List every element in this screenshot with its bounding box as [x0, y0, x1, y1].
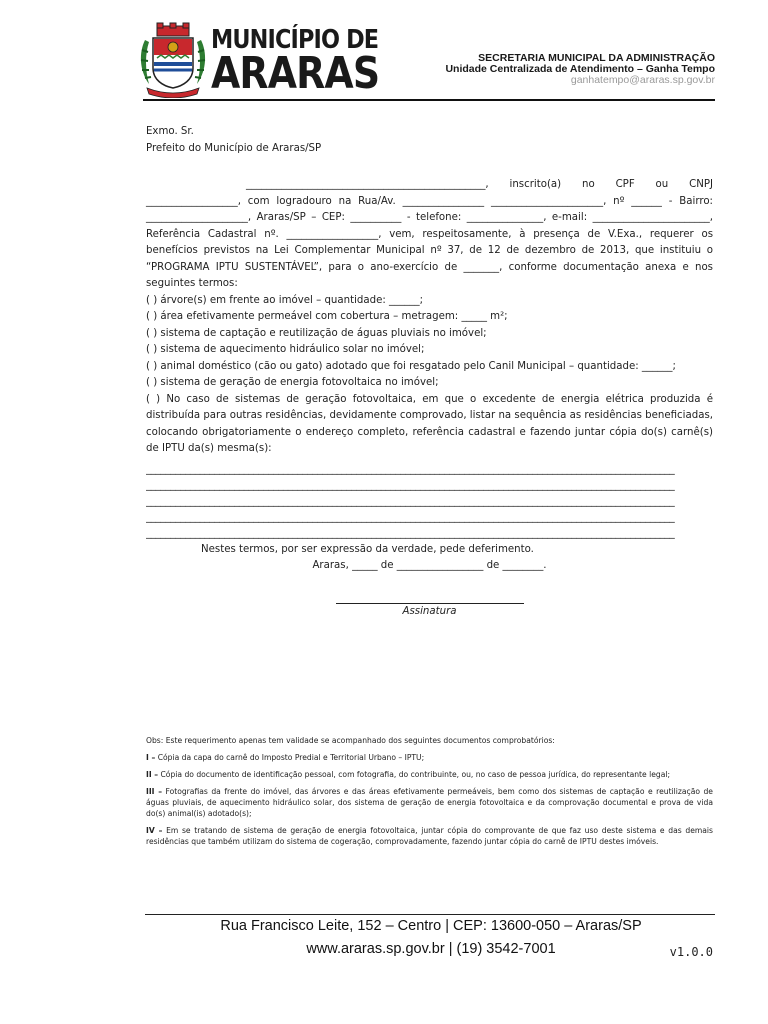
- blank-line: ____________________________________________________________________________________________________________: [146, 463, 675, 475]
- obs-item-text: Cópia da capa do carnê do Imposto Predial e Territorial Urbano – IPTU;: [155, 753, 425, 762]
- footer-contact[interactable]: www.araras.sp.gov.br | (19) 3542-7001: [306, 941, 556, 957]
- closing-statement: Nestes termos, por ser expressão da verdade, pede deferimento.: [201, 543, 534, 555]
- blank-lines: [146, 462, 713, 542]
- blank-line: ____________________________________________________________________________________________________________: [146, 479, 675, 491]
- department-name: SECRETARIA MUNICIPAL DA ADMINISTRAÇÃO: [478, 52, 715, 64]
- obs-item: [146, 825, 713, 847]
- obs-item-text: Em se tratando de sistema de geração de energia fotovoltaica, juntar cópia do comprovante de que faz uso deste sistema e das demais residências que também utilizam do sistema de cogeração, comprovadamente, fazendo juntar cópia do carnê de IPTU destes imóveis.: [146, 826, 714, 846]
- obs-intro: Obs: Este requerimento apenas tem validade se acompanhado dos seguintes documentos comprobatórios:: [146, 736, 555, 745]
- obs-item-number: IV –: [146, 826, 163, 835]
- option-item-photovoltaic-sharing: ( ) No caso de sistemas de geração fotovoltaica, em que o excedente de energia elétrica produzida é distribuída para outras residências, devidamente comprovado, listar na sequência as residências beneficiadas, colocando obrigatoriamente o endereço completo, referência cadastral e fazendo juntar cópia do(s) carnê(s) de IPTU da(s) mesma(s):: [146, 393, 713, 454]
- signature-label: Assinatura: [402, 605, 457, 617]
- obs-item: [146, 752, 713, 763]
- footer-divider: [145, 914, 715, 915]
- option-item: ( ) animal doméstico (cão ou gato) adotado que foi resgatado pelo Canil Municipal – quantidade: ______;: [146, 360, 676, 372]
- brand-name-line1: MUNICÍPIO DE: [211, 25, 379, 55]
- obs-item: [146, 769, 713, 780]
- header-email[interactable]: ganhatempo@araras.sp.gov.br: [570, 74, 715, 86]
- intro-paragraph: _______________________________________________, inscrito(a) no CPF ou CNPJ __________________, com logradouro na Rua/Av. ________________ ______________________, nº ______ - Bairro: ____________________, Araras/SP – CEP: __________ - telefone: _______________, e-mail: _______________________, Referência Cadastral nº. __________________, vem, respeitosamente, à presença de V.Exa., requerer os benefícios previstos na Lei Complementar Municipal nº 37, de 12 de dezembro de 2013, que instituiu o “PROGRAMA IPTU SUSTENTÁVEL”, para o ano-exercício de _______, conforme documentação anexa e nos seguintes termos:: [146, 179, 713, 289]
- version-label: v1.0.0: [669, 945, 713, 959]
- observations: [146, 735, 713, 853]
- option-item: ( ) sistema de captação e reutilização de águas pluviais no imóvel;: [146, 327, 487, 339]
- obs-item: [146, 786, 713, 819]
- coat-of-arms-icon: [137, 22, 209, 98]
- signature-line: [336, 603, 524, 621]
- obs-item-number: II –: [146, 770, 159, 779]
- recipient: Prefeito do Município de Araras/SP: [146, 142, 322, 154]
- obs-item-text: Fotografias da frente do imóvel, das árvores e das áreas efetivamente permeáveis, bem como dos sistemas de captação e reutilização de águas pluviais, de aquecimento hidráulico solar, dos sistema de geração de energia fotovoltaica e da comprovação documental e prova de vida do(s) animal(is) adotado(s);: [146, 787, 713, 818]
- footer-address: Rua Francisco Leite, 152 – Centro | CEP: 13600-050 – Araras/SP: [220, 918, 642, 934]
- obs-item-text: Cópia do documento de identificação pessoal, com fotografia, do contribuinte, ou, no caso de pessoa jurídica, do representante legal;: [158, 770, 671, 779]
- blank-line: ____________________________________________________________________________________________________________: [146, 527, 675, 539]
- blank-line: ____________________________________________________________________________________________________________: [146, 511, 675, 523]
- obs-item-number: III –: [146, 787, 162, 796]
- option-item: ( ) sistema de geração de energia fotovoltaica no imóvel;: [146, 377, 439, 388]
- option-item: ( ) área efetivamente permeável com cobertura – metragem: _____ m²;: [146, 311, 508, 322]
- salutation: Exmo. Sr.: [146, 126, 194, 137]
- option-item: ( ) árvore(s) em frente ao imóvel – quantidade: ______;: [146, 294, 424, 306]
- header-divider: [143, 99, 715, 101]
- letter-body: [146, 124, 713, 620]
- blank-line: ____________________________________________________________________________________________________________: [146, 495, 675, 507]
- header-department-block: [355, 53, 715, 86]
- unit-name: Unidade Centralizada de Atendimento – Ganha Tempo: [445, 63, 715, 75]
- brand-name-line2: ARARAS: [211, 48, 380, 99]
- option-item: ( ) sistema de aquecimento hidráulico solar no imóvel;: [146, 344, 425, 355]
- municipality-logo: [137, 22, 380, 99]
- obs-item-number: I –: [146, 753, 156, 762]
- date-line: Araras, _____ de _________________ de ________.: [312, 560, 547, 571]
